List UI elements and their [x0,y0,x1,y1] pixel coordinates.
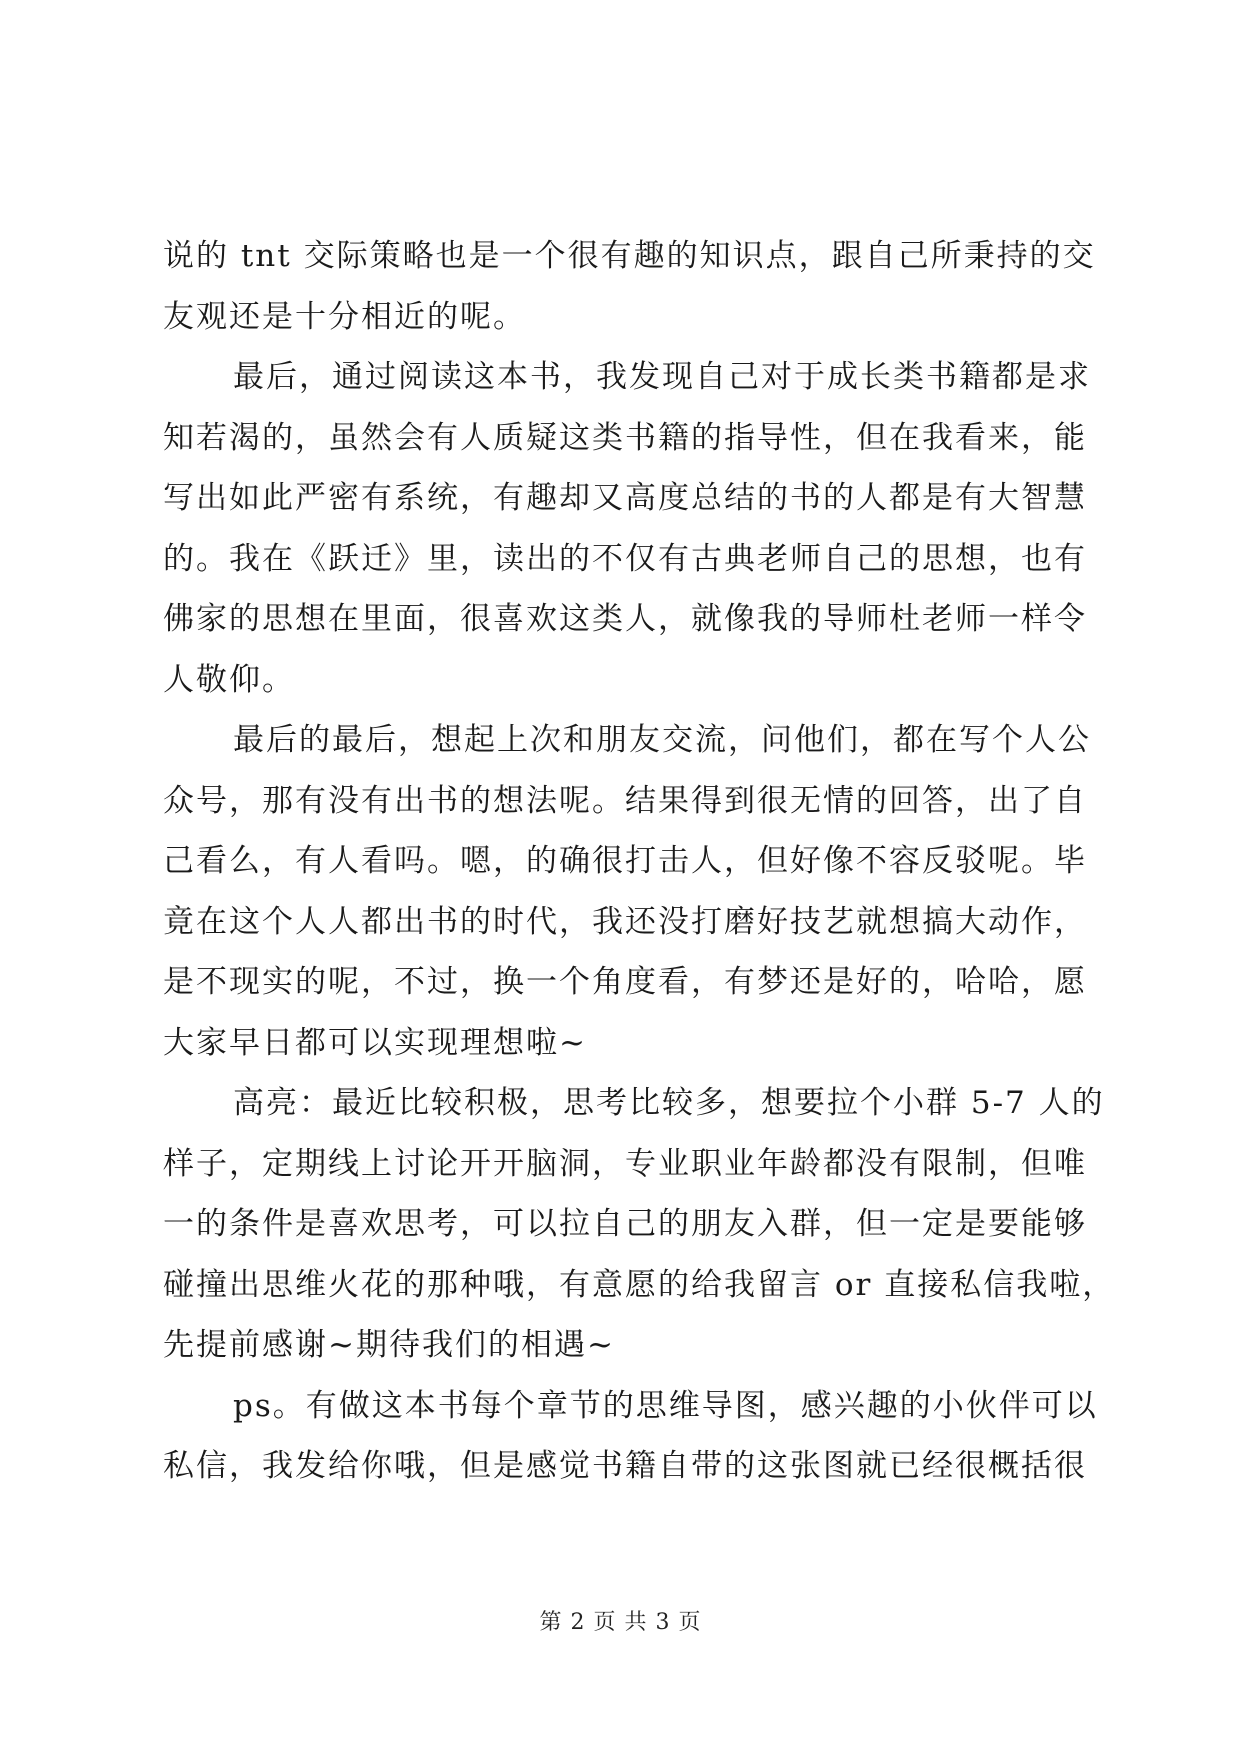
text-line: 最后，通过阅读这本书，我发现自己对于成长类书籍都是求 [233,359,1091,395]
text-line: 说的 tnt 交际策略也是一个很有趣的知识点，跟自己所秉持的交 [163,238,1096,274]
text-line: 竟在这个人人都出书的时代，我还没打磨好技艺就想搞大动作， [163,903,1087,940]
text-line: ps。有做这本书每个章节的思维导图，感兴趣的小伙伴可以 [233,1387,1098,1424]
text-line: 知若渴的，虽然会有人质疑这类书籍的指导性，但在我看来，能 [163,419,1087,456]
text-line: 人敬仰。 [163,661,295,698]
text-line: 的。我在《跃迁》里，读出的不仅有古典老师自己的思想，也有 [163,540,1087,577]
text-line: 高亮：最近比较积极，思考比较多，想要拉个小群 5-7 人的 [233,1085,1105,1121]
text-line: 是不现实的呢，不过，换一个角度看，有梦还是好的，哈哈，愿 [163,964,1087,1000]
text-line: 大家早日都可以实现理想啦~ [163,1024,587,1061]
text-line: 最后的最后，想起上次和朋友交流，问他们，都在写个人公 [233,722,1091,758]
text-line: 写出如此严密有系统，有趣却又高度总结的书的人都是有大智慧 [163,480,1087,516]
text-line: 友观还是十分相近的呢。 [163,298,526,335]
text-line: 碰撞出思维火花的那种哦，有意愿的给我留言 or 直接私信我啦， [163,1266,1116,1303]
text-line: 先提前感谢~期待我们的相遇~ [163,1327,615,1363]
text-line: 私信，我发给你哦，但是感觉书籍自带的这张图就已经很概括很 [163,1448,1087,1484]
text-line: 己看么，有人看吗。嗯，的确很打击人，但好像不容反驳呢。毕 [163,843,1087,879]
text-line: 样子，定期线上讨论开开脑洞，专业职业年龄都没有限制，但唯 [163,1145,1087,1182]
text-line: 佛家的思想在里面，很喜欢这类人，就像我的导师杜老师一样令 [163,601,1087,637]
body-text [163,226,1116,1497]
page-number-footer: 第 2 页 共 3 页 [539,1610,702,1635]
text-line: 众号，那有没有出书的想法呢。结果得到很无情的回答，出了自 [163,782,1087,819]
text-line: 一的条件是喜欢思考，可以拉自己的朋友入群，但一定是要能够 [163,1206,1087,1242]
